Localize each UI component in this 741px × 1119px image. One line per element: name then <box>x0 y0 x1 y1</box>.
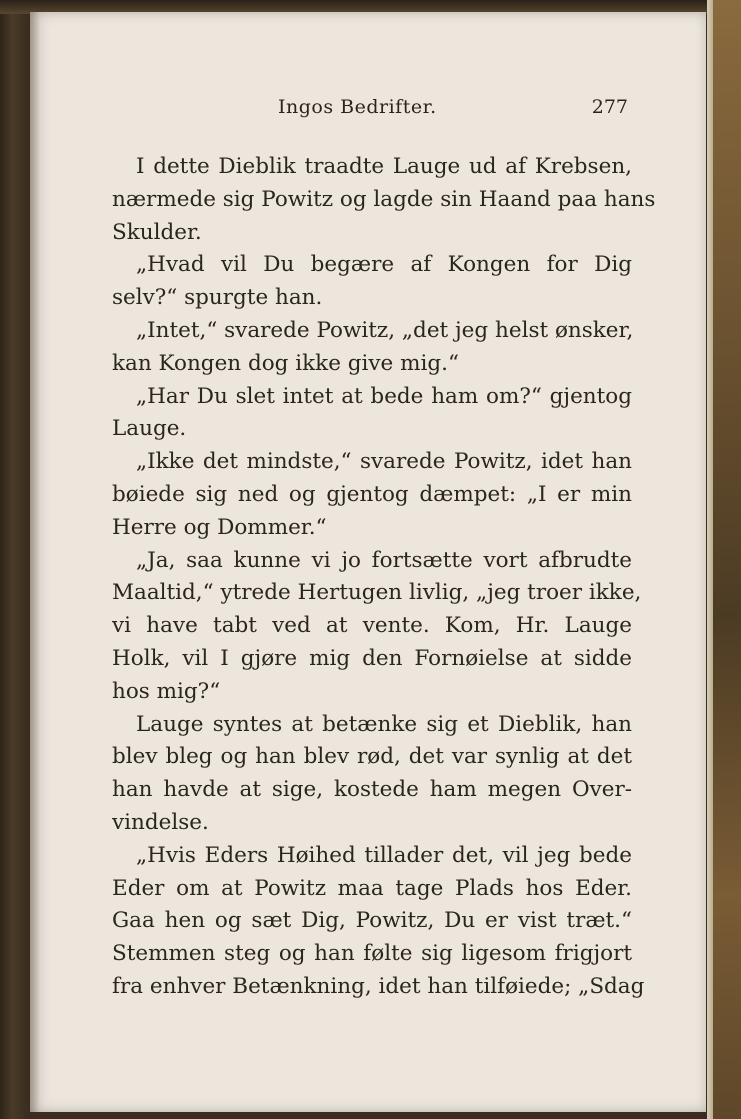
text-line: „Hvis Eders Høihed tillader det, vil jeg bede <box>136 842 632 868</box>
book-page <box>30 12 706 1112</box>
page-number: 277 <box>591 96 628 118</box>
text-line: nærmede sig Powitz og lagde sin Haand paa hans <box>112 186 656 212</box>
text-line: hos mig?“ <box>112 678 221 704</box>
text-line: „Ja, saa kunne vi jo fortsætte vort afbrudte <box>136 547 632 573</box>
text-line: kan Kongen dog ikke give mig.“ <box>112 350 459 376</box>
body-text <box>112 151 656 1004</box>
text-line: selv?“ spurgte han. <box>112 285 323 311</box>
book-cover-right-edge <box>707 0 741 1119</box>
text-line: Stemmen steg og han følte sig ligesom frigjort <box>112 941 632 967</box>
text-line: Holk, vil I gjøre mig den Fornøielse at sidde <box>112 645 632 671</box>
text-line: „Ikke det mindste,“ svarede Powitz, idet han <box>136 449 632 475</box>
text-line: I dette Dieblik traadte Lauge ud af Krebsen, <box>136 154 632 179</box>
text-line: Lauge. <box>112 416 187 442</box>
text-line: bøiede sig ned og gjentog dæmpet: „I er min <box>112 481 632 507</box>
text-line: han havde at sige, kostede ham megen Over- <box>112 777 632 803</box>
running-title: Ingos Bedrifter. <box>278 96 437 118</box>
text-line: Gaa hen og sæt Dig, Powitz, Du er vist træt.“ <box>112 908 632 934</box>
text-line: Eder om at Powitz maa tage Plads hos Eder. <box>112 875 632 901</box>
text-line: Maaltid,“ ytrede Hertugen livlig, „jeg troer ikke, <box>112 580 642 606</box>
page-header <box>278 96 628 126</box>
text-line: „Intet,“ svarede Powitz, „det jeg helst ønsker, <box>136 317 634 343</box>
text-line: fra enhver Betænkning, idet han tilføiede; „Sdag <box>112 973 645 999</box>
text-line: Herre og Dommer.“ <box>112 514 327 540</box>
text-line: „Hvad vil Du begære af Kongen for Dig <box>136 252 632 278</box>
text-line: Lauge syntes at betænke sig et Dieblik, han <box>136 711 632 737</box>
text-line: „Har Du slet intet at bede ham om?“ gjentog <box>136 383 632 409</box>
text-line: vi have tabt ved at vente. Kom, Hr. Lauge <box>112 613 632 639</box>
page-gutter-shadow <box>30 12 40 1112</box>
text-line: Skulder. <box>112 219 202 245</box>
text-line: blev bleg og han blev rød, det var synlig at det <box>112 744 632 770</box>
text-line: vindelse. <box>112 809 209 835</box>
